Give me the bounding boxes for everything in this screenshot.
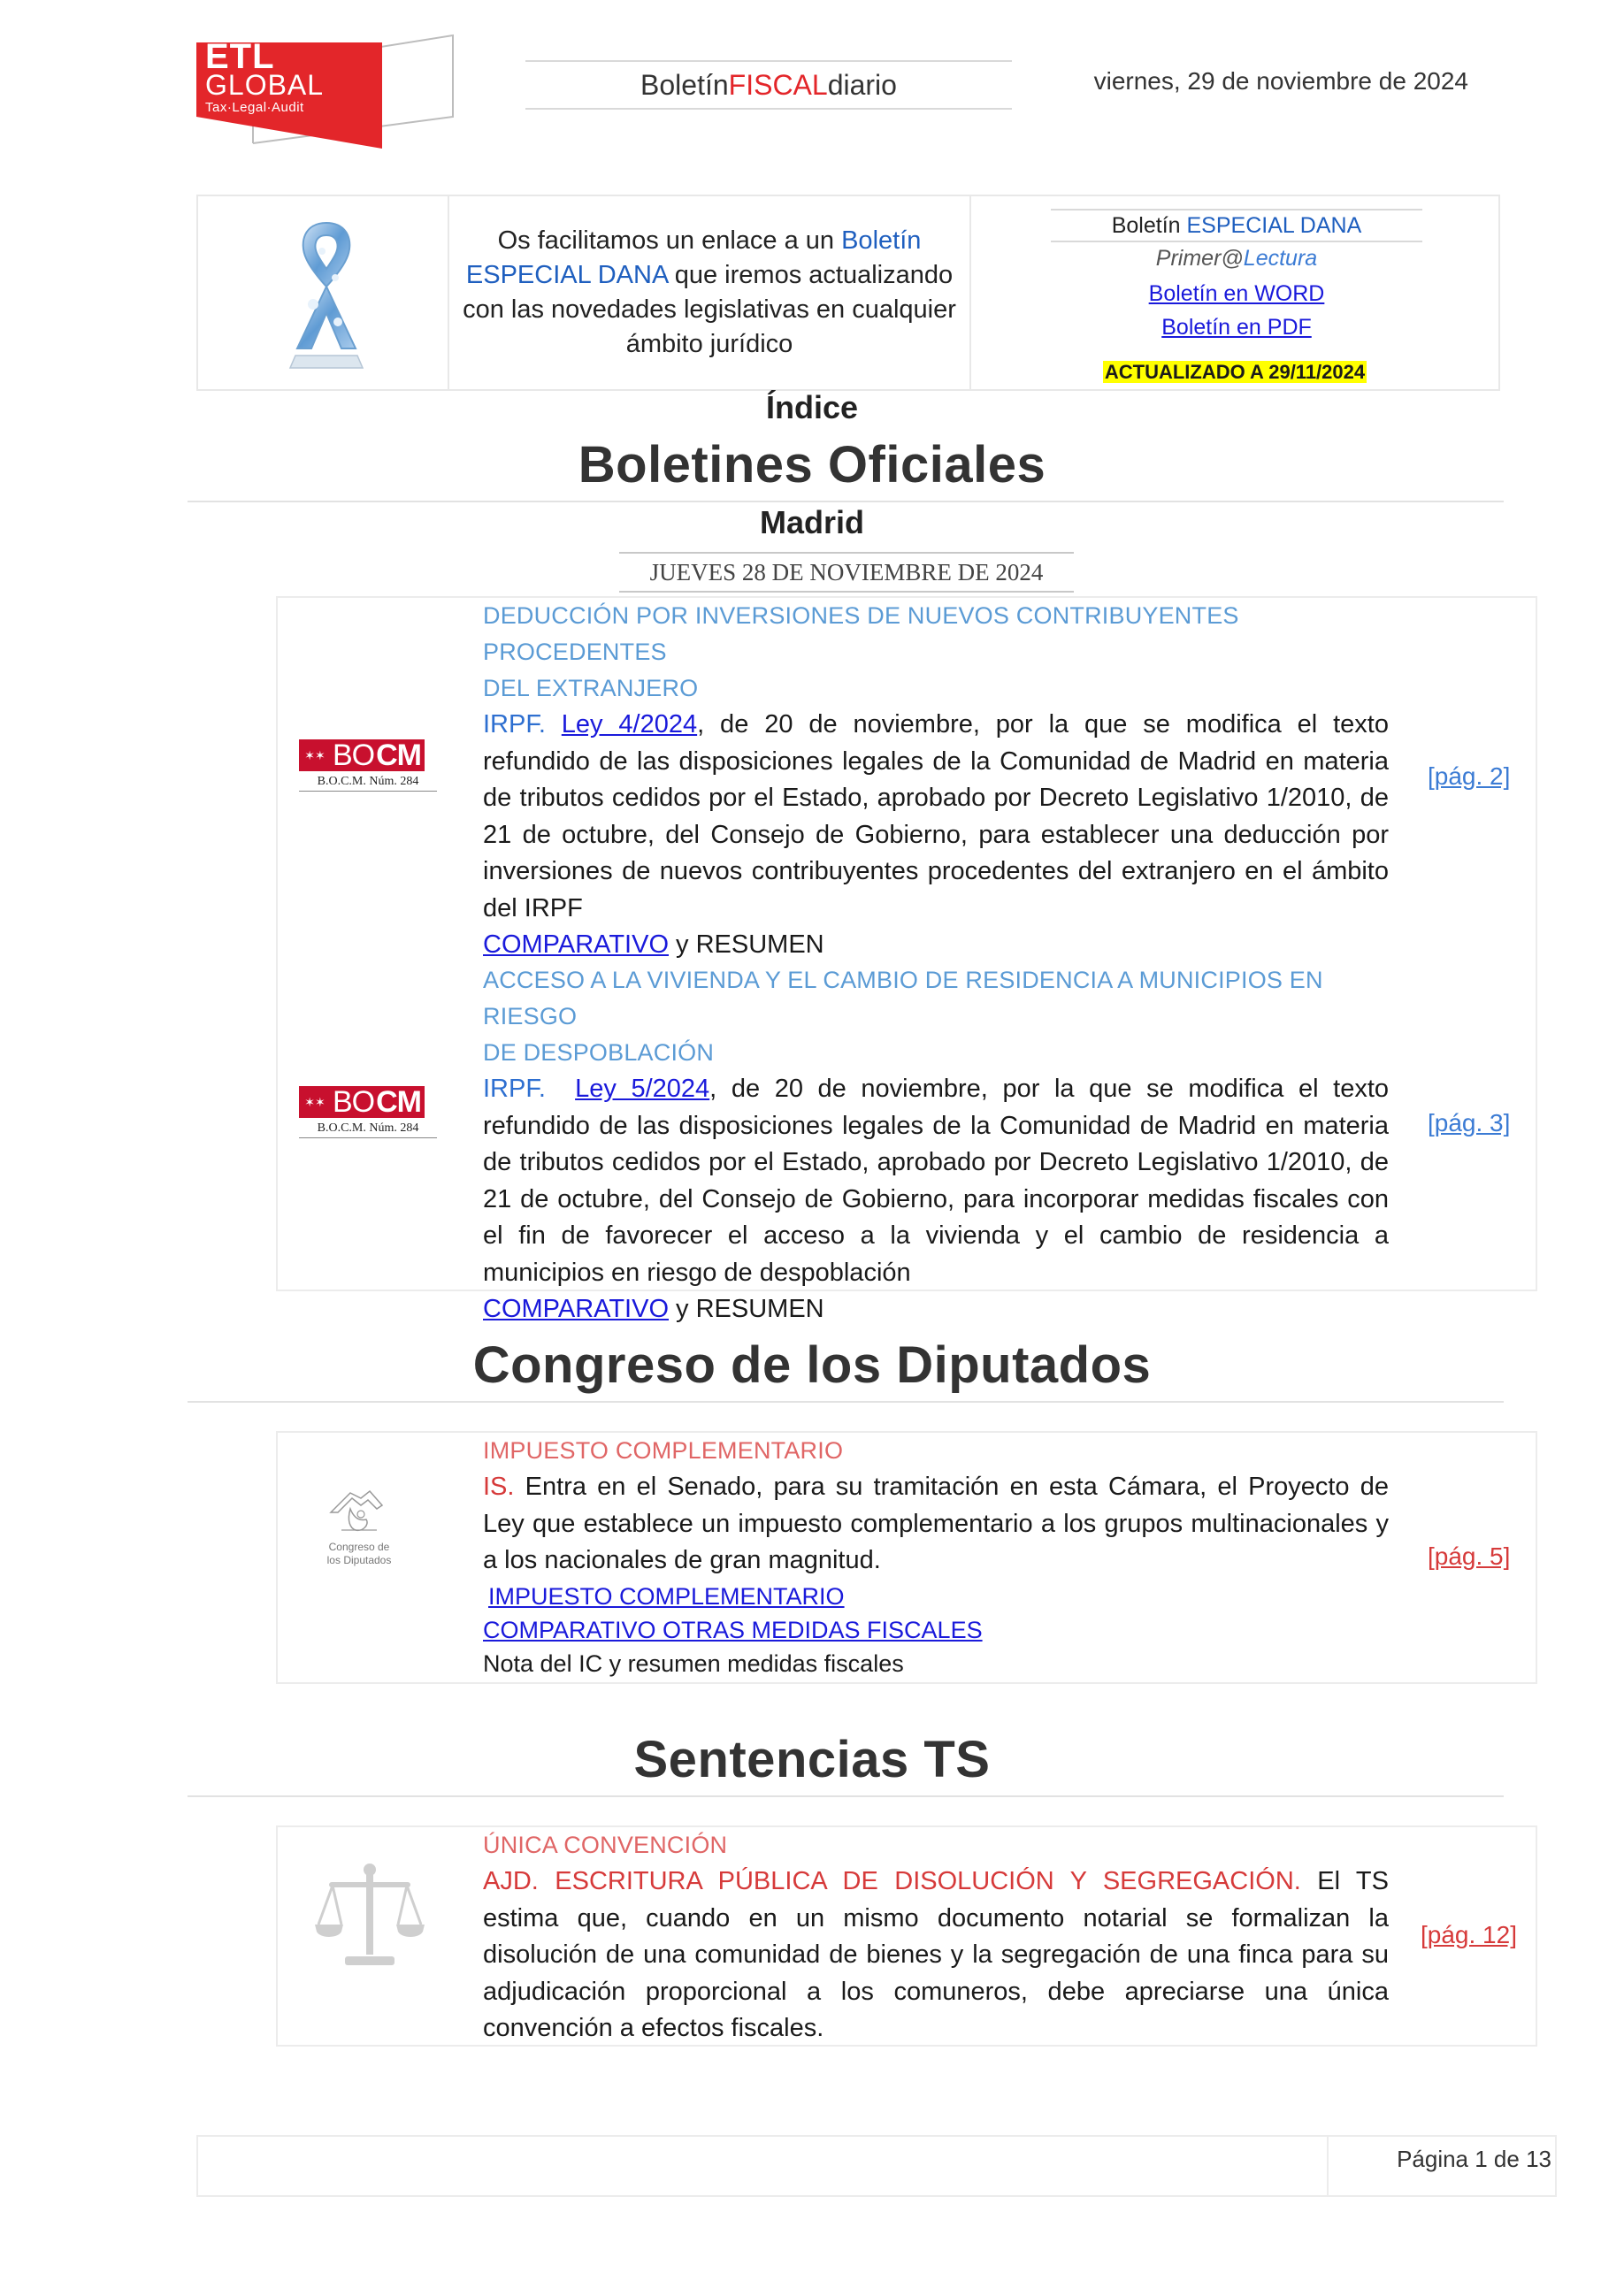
comparativo-link[interactable]: COMPARATIVO bbox=[483, 1295, 669, 1323]
scales-of-justice-icon bbox=[311, 1857, 428, 1974]
dana-text-blue: Boletín ESPECIAL DANA bbox=[465, 226, 922, 289]
bocm-logo bbox=[299, 1086, 437, 1141]
bocm-logo bbox=[299, 739, 437, 794]
congreso-logo-line: Congreso de bbox=[328, 1541, 390, 1553]
etl-global-logo bbox=[196, 32, 462, 156]
entry-deduccion bbox=[483, 598, 1389, 963]
dana-ribbon-cell bbox=[198, 196, 449, 389]
congreso-logo bbox=[315, 1486, 403, 1583]
entry-title bbox=[483, 962, 1389, 1071]
primer-accent: Lectura bbox=[1243, 246, 1318, 271]
page-ref-link[interactable]: [pág. 12] bbox=[1421, 1921, 1517, 1948]
bocm-bo-text: BO bbox=[333, 739, 375, 772]
entry-body bbox=[483, 1864, 1389, 2047]
dana-text-1: Os facilitamos un enlace a un bbox=[497, 226, 842, 255]
page-number: Página 1 de 13 bbox=[1397, 2146, 1551, 2172]
entry-lead: IS. bbox=[483, 1473, 525, 1501]
dana-banner bbox=[196, 195, 1500, 391]
bulletin-title bbox=[525, 60, 1012, 110]
section-divider bbox=[188, 501, 1504, 502]
dana-box-title-pre: Boletín bbox=[1111, 213, 1187, 238]
law-link[interactable]: Ley 4/2024 bbox=[561, 710, 698, 739]
entry-title-line: DEL EXTRANJERO bbox=[483, 675, 699, 701]
primer-pre: Primer@ bbox=[1155, 246, 1244, 271]
section-boletines-oficiales: Boletines Oficiales bbox=[578, 436, 1046, 494]
entry-title: IMPUESTO COMPLEMENTARIO bbox=[483, 1437, 844, 1464]
entry-title-line: DEDUCCIÓN POR INVERSIONES DE NUEVOS CONTRIBUYENTES PROCEDENTES bbox=[483, 602, 1239, 665]
page-ref-link[interactable]: [pág. 3] bbox=[1428, 1109, 1511, 1137]
bulletin-title-accent: FISCAL bbox=[728, 68, 828, 101]
congreso-logo-line: los Diputados bbox=[326, 1554, 392, 1566]
bulletin-date: viernes, 29 de noviembre de 2024 bbox=[1093, 67, 1468, 95]
entry-body bbox=[483, 1469, 1389, 1580]
madrid-date-heading: JUEVES 28 DE NOVIEMBRE DE 2024 bbox=[619, 552, 1074, 593]
entry-lead: IRPF. bbox=[483, 710, 562, 739]
ribbon-icon bbox=[287, 216, 366, 375]
entry-body-text: El TS estima que, cuando en un mismo documento notarial se formalizan la disolución de una comunidad de bienes y la segregación de una finca para su adjudicación proporcional a los comuneros, debe apreciarse una única convención a efectos fiscales. bbox=[483, 1867, 1389, 2042]
congreso-emblem-icon bbox=[315, 1486, 403, 1539]
dana-description bbox=[449, 196, 971, 389]
bocm-cm-text: CM bbox=[376, 1086, 425, 1118]
primer-lectura bbox=[1051, 246, 1422, 272]
logo-tagline: Tax·Legal·Audit bbox=[205, 100, 304, 115]
nota-ic: Nota del IC y resumen medidas fiscales bbox=[483, 1649, 904, 1677]
bulletin-title-pre: Boletín bbox=[640, 68, 729, 101]
subsection-madrid: Madrid bbox=[759, 504, 864, 540]
entry-tail: y RESUMEN bbox=[669, 1295, 824, 1323]
bocm-bo-text: BO bbox=[333, 1085, 375, 1119]
comparativo-otras-medidas-link[interactable]: COMPARATIVO OTRAS MEDIDAS FISCALES bbox=[483, 1616, 983, 1643]
entry-links bbox=[483, 927, 1389, 963]
entry-body-text: , de 20 de noviembre, por la que se modifica el texto refundido de las disposiciones legales de la Comunidad de Madrid en materia de tributos cedidos por el Estado, aprobado por Decreto Legislativo 1/2010, de 21 de octubre, del Consejo de Gobierno, para establecer una deducción por inversiones de nuevos contribuyentes procedentes del extranjero en el ámbito del IRPF bbox=[483, 710, 1389, 922]
entry-lead: IRPF. bbox=[483, 1075, 576, 1103]
footer-divider bbox=[1327, 2137, 1329, 2195]
dana-text-2: que iremos actualizando con las novedades legislativas en cualquier ámbito jurídico bbox=[463, 261, 956, 358]
entry-body-text: , de 20 de noviembre, por la que se modifica el texto refundido de las disposiciones legales de la Comunidad de Madrid en materia de tributos cedidos por el Estado, aprobado por Decreto Legislativo 1/2010, de 21 de octubre, del Consejo de Gobierno, para incorporar medidas fiscales con el fin de favorecer el acceso a la vivienda y el cambio de residencia a municipios en riesgo de despoblación bbox=[483, 1075, 1390, 1287]
entry-lead: AJD. ESCRITURA PÚBLICA DE DISOLUCIÓN Y SEGREGACIÓN. bbox=[483, 1867, 1318, 1895]
section-divider bbox=[188, 1795, 1504, 1797]
entry-title-line: ACCESO A LA VIVIENDA Y EL CAMBIO DE RESIDENCIA A MUNICIPIOS EN RIESGO bbox=[483, 967, 1323, 1029]
entry-body bbox=[483, 1071, 1389, 1291]
law-link[interactable]: Ley 5/2024 bbox=[575, 1075, 710, 1103]
page-ref-link[interactable]: [pág. 2] bbox=[1428, 762, 1511, 790]
index-title: Índice bbox=[765, 389, 859, 425]
page-footer bbox=[196, 2135, 1557, 2197]
updated-badge bbox=[971, 361, 1498, 384]
entry-title bbox=[483, 598, 1389, 707]
updated-text: ACTUALIZADO A 29/11/2024 bbox=[1104, 361, 1366, 383]
bocm-number: B.O.C.M. Núm. 284 bbox=[299, 773, 437, 792]
link-boletin-pdf[interactable]: Boletín en PDF bbox=[1161, 315, 1312, 340]
madrid-flag-icon: ✶✶ bbox=[299, 739, 331, 771]
madrid-flag-icon: ✶✶ bbox=[299, 1086, 331, 1118]
bocm-cm-text: CM bbox=[376, 739, 425, 771]
dana-box-title bbox=[1051, 209, 1422, 242]
bocm-number: B.O.C.M. Núm. 284 bbox=[299, 1120, 437, 1138]
entry-body bbox=[483, 707, 1389, 927]
bulletin-title-post: diario bbox=[827, 68, 897, 101]
entry-links bbox=[483, 1291, 1389, 1328]
logo-etl-text: ETL bbox=[205, 37, 275, 76]
link-boletin-word[interactable]: Boletín en WORD bbox=[1148, 281, 1325, 306]
logo-global-text: GLOBAL bbox=[205, 69, 325, 101]
entry-tail: y RESUMEN bbox=[669, 930, 824, 959]
entry-impuesto-complementario bbox=[483, 1433, 1389, 1680]
entry-title: ÚNICA CONVENCIÓN bbox=[483, 1832, 728, 1858]
entry-title-line: DE DESPOBLACIÓN bbox=[483, 1039, 715, 1066]
dana-links-cell bbox=[971, 196, 1498, 389]
section-divider bbox=[188, 1401, 1504, 1403]
section-congreso: Congreso de los Diputados bbox=[472, 1336, 1152, 1394]
page-ref-link[interactable]: [pág. 5] bbox=[1428, 1542, 1511, 1570]
entry-unica-convencion bbox=[483, 1827, 1389, 2047]
entry-body-text: Entra en el Senado, para su tramitación en esta Cámara, el Proyecto de Ley que establece un impuesto complementario a los grupos multinacionales y a los nacionales de gran magnitud. bbox=[483, 1473, 1389, 1574]
entry-vivienda bbox=[483, 962, 1389, 1328]
comparativo-link[interactable]: COMPARATIVO bbox=[483, 930, 669, 959]
dana-box-title-accent: ESPECIAL DANA bbox=[1186, 213, 1362, 238]
section-sentencias-ts: Sentencias TS bbox=[633, 1731, 991, 1788]
congreso-logo-text bbox=[315, 1541, 403, 1567]
impuesto-complementario-link[interactable]: IMPUESTO COMPLEMENTARIO bbox=[488, 1582, 845, 1610]
